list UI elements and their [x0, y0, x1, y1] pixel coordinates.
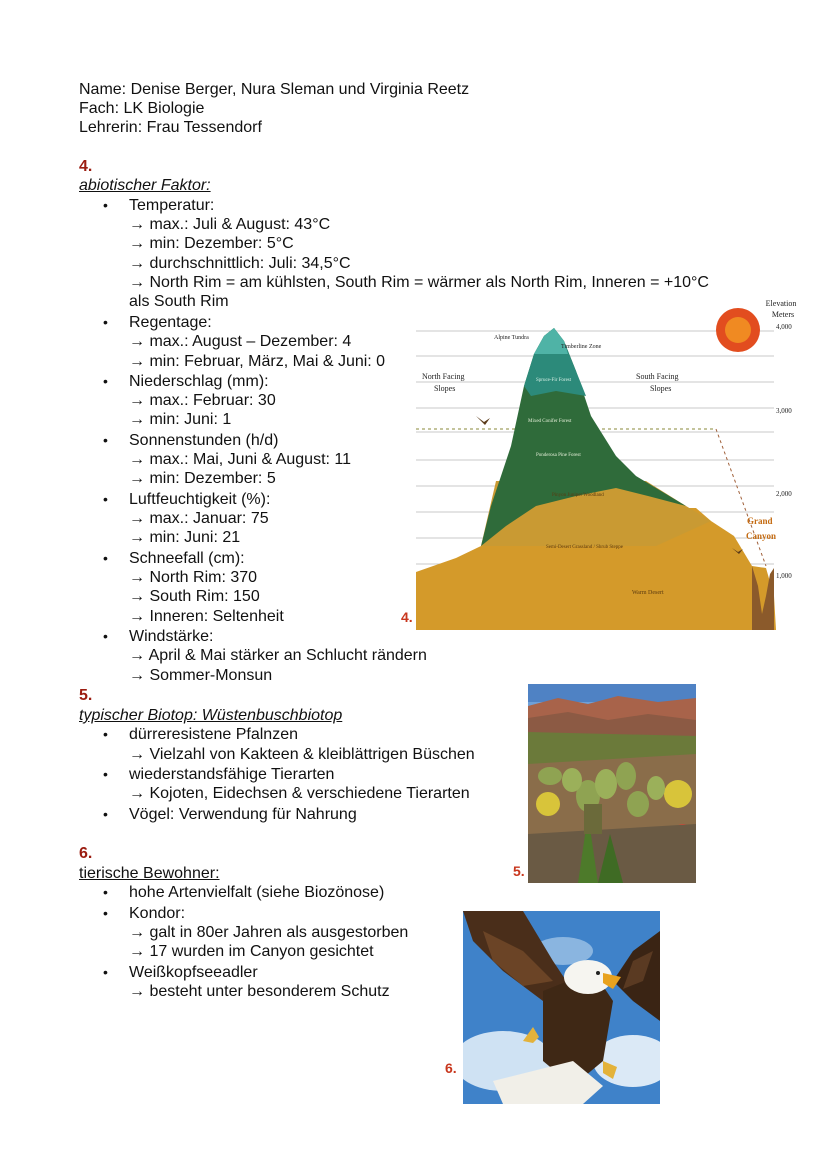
- bullet: •: [103, 628, 108, 644]
- teacher: Lehrerin: Frau Tessendorf: [79, 119, 262, 136]
- item-line: → besteht unter besonderem Schutz: [129, 983, 390, 1000]
- item-line: als South Rim: [129, 293, 229, 310]
- bullet: •: [103, 726, 108, 742]
- item-kondor: Kondor:: [129, 905, 186, 922]
- item-weisskopfseeadler: Weißkopfseeadler: [129, 964, 258, 981]
- subject: Fach: LK Biologie: [79, 100, 205, 117]
- item-artenvielfalt: hohe Artenvielfalt (siehe Biozönose): [129, 884, 385, 901]
- item-line: → min: Dezember: 5: [129, 470, 276, 487]
- bullet: •: [103, 766, 108, 782]
- zone-spruce: Spruce-Fir Forest: [536, 378, 572, 383]
- section-5-number: 5.: [79, 687, 93, 704]
- elevation-diagram: [416, 296, 798, 630]
- tick-1000: 1,000: [776, 572, 792, 580]
- section-4-heading: abiotischer Faktor:: [79, 177, 211, 194]
- item-schneefall: Schneefall (cm):: [129, 550, 245, 567]
- item-line: → North Rim: 370: [129, 569, 258, 586]
- zone-mixed: Mixed Conifer Forest: [528, 419, 572, 424]
- figure-5-label: 5.: [513, 863, 525, 879]
- item-line: → durchschnittlich: Juli: 34,5°C: [129, 255, 351, 272]
- zone-pinyon: Pinyon Juniper Woodland: [552, 493, 604, 498]
- grand-label: Grand: [747, 516, 773, 526]
- item-line: → max.: August – Dezember: 4: [129, 333, 352, 350]
- elevation-title: Elevation: [765, 299, 797, 308]
- item-windstaerke: Windstärke:: [129, 628, 214, 645]
- north-label: North Facing: [422, 372, 465, 381]
- tick-3000: 3,000: [776, 407, 792, 415]
- item-tierarten: wiederstandsfähige Tierarten: [129, 766, 335, 783]
- item-line: → Inneren: Seltenheit: [129, 608, 284, 625]
- bullet: •: [103, 964, 108, 980]
- item-pflanzen: dürreresistene Pfalnzen: [129, 726, 298, 743]
- bald-eagle-photo: [463, 911, 660, 1104]
- bullet: •: [103, 197, 108, 213]
- item-line: → galt in 80er Jahren als ausgestorben: [129, 924, 409, 941]
- item-line: → Vielzahl von Kakteen & kleiblättrigen Büschen: [129, 746, 475, 763]
- bullet: •: [103, 806, 108, 822]
- bullet: •: [103, 491, 108, 507]
- item-luftfeuchtigkeit: Luftfeuchtigkeit (%):: [129, 491, 271, 508]
- section-5-heading: typischer Biotop: Wüstenbuschbiotop: [79, 707, 343, 724]
- item-temperatur: Temperatur:: [129, 197, 215, 214]
- item-line: → min: Juni: 21: [129, 529, 241, 546]
- figure-4-label: 4.: [401, 609, 413, 625]
- elevation-unit: Meters: [771, 310, 795, 319]
- item-line: → 17 wurden im Canyon gesichtet: [129, 943, 374, 960]
- item-line: → max.: Januar: 75: [129, 510, 269, 527]
- bullet: •: [103, 432, 108, 448]
- zone-ponderosa: Ponderosa Pine Forest: [536, 453, 581, 458]
- item-sonnenstunden: Sonnenstunden (h/d): [129, 432, 279, 449]
- item-niederschlag: Niederschlag (mm):: [129, 373, 269, 390]
- zone-warmdesert: Warm Desert: [632, 590, 664, 596]
- tick-4000: 4,000: [776, 323, 792, 331]
- item-line: → max.: Juli & August: 43°C: [129, 216, 331, 233]
- bullet: •: [103, 884, 108, 900]
- item-line: → Kojoten, Eidechsen & verschiedene Tierarten: [129, 785, 470, 802]
- tick-2000: 2,000: [776, 490, 792, 498]
- item-line: → min: Februar, März, Mai & Juni: 0: [129, 353, 386, 370]
- item-line: → min: Dezember: 5°C: [129, 235, 294, 252]
- item-line: → North Rim = am kühlsten, South Rim = wärmer als North Rim, Inneren = +10°C: [129, 274, 709, 291]
- item-line: → max.: Februar: 30: [129, 392, 276, 409]
- item-line: → South Rim: 150: [129, 588, 260, 605]
- south-label: South Facing: [636, 372, 679, 381]
- bullet: •: [103, 314, 108, 330]
- item-line: → Sommer-Monsun: [129, 667, 273, 684]
- item-line: → min: Juni: 1: [129, 411, 232, 428]
- item-line: → April & Mai stärker an Schlucht rändern: [129, 647, 427, 664]
- item-voegel: Vögel: Verwendung für Nahrung: [129, 806, 357, 823]
- zone-semidesert: Semi-Desert Grassland / Shrub Steppe: [546, 545, 623, 550]
- south-slopes: Slopes: [650, 384, 672, 393]
- item-line: → max.: Mai, Juni & August: 11: [129, 451, 352, 468]
- item-regentage: Regentage:: [129, 314, 212, 331]
- canyon-label: Canyon: [746, 531, 777, 541]
- north-slopes: Slopes: [434, 384, 456, 393]
- bullet: •: [103, 905, 108, 921]
- section-4-number: 4.: [79, 158, 93, 175]
- figure-6-label: 6.: [445, 1060, 457, 1076]
- section-6-heading: tierische Bewohner:: [79, 865, 220, 882]
- bullet: •: [103, 373, 108, 389]
- bullet: •: [103, 550, 108, 566]
- zone-alpine: Alpine Tundra: [494, 335, 529, 341]
- author-names: Name: Denise Berger, Nura Sleman und Virginia Reetz: [79, 81, 470, 98]
- desert-cactus-photo: [528, 684, 696, 883]
- section-6-number: 6.: [79, 845, 93, 862]
- zone-timberline: Timberline Zone: [561, 344, 602, 350]
